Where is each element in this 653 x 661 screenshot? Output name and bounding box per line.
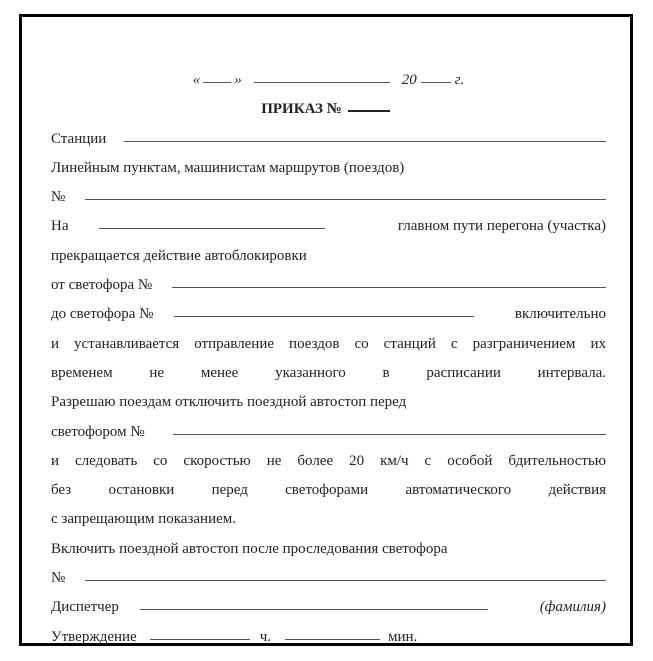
dispatch-row: и устанавливается отправление поездов со станций с разграничением их: [51, 335, 606, 352]
minutes-field[interactable]: [285, 638, 380, 640]
year-field[interactable]: [421, 81, 451, 83]
allow-label: Разрешаю поездам отключить поездной автостоп перед: [51, 394, 407, 411]
title-label: ПРИКАЗ №: [261, 101, 342, 118]
dispatcher-field[interactable]: [140, 608, 488, 610]
terminated-row: [51, 242, 606, 271]
prohibiting-row: [51, 505, 606, 534]
no-stop-row: без остановки перед светофорами автоматического действия: [51, 482, 606, 499]
order-number-field[interactable]: [348, 109, 390, 112]
dispatcher-label: Диспетчер: [51, 599, 119, 616]
to-signal-label: до светофора №: [51, 306, 154, 323]
stations-field[interactable]: [124, 140, 606, 142]
number-label: №: [51, 189, 66, 206]
number2-field[interactable]: [85, 579, 606, 581]
minutes-label: мин.: [388, 628, 418, 645]
hours-label: ч.: [259, 628, 271, 645]
year-suffix: г.: [454, 72, 465, 88]
track-row: [51, 212, 606, 241]
signal-no-label: светофором №: [51, 423, 145, 440]
to-signal-row: [51, 300, 606, 329]
line-points-row: [51, 154, 606, 183]
enable-label: Включить поездной автостоп после проследования светофора: [51, 540, 448, 557]
dispatcher-row: [51, 593, 606, 622]
from-signal-row: [51, 271, 606, 300]
on-label: На: [51, 218, 69, 235]
open-quote: «: [192, 72, 201, 88]
day-field[interactable]: [203, 81, 231, 83]
document-frame: [19, 14, 633, 646]
surname-label: (фамилия): [539, 599, 606, 616]
date-line: [51, 66, 606, 95]
close-quote: »: [234, 72, 242, 88]
number-row: [51, 183, 606, 212]
number2-label: №: [51, 570, 66, 587]
signal-no-field[interactable]: [173, 433, 606, 435]
number-field[interactable]: [85, 198, 606, 200]
to-signal-field[interactable]: [174, 315, 474, 317]
order-form: [51, 66, 606, 652]
from-signal-label: от светофора №: [51, 277, 153, 294]
track-field[interactable]: [99, 227, 325, 229]
prohibiting-label: с запрещающим показанием.: [51, 511, 236, 528]
speed-row: и следовать со скоростью не более 20 км/ч с особой бдительностью: [51, 452, 606, 469]
approval-row: [51, 623, 606, 652]
enable-row: [51, 535, 606, 564]
line-points-label: Линейным пунктам, машинистам маршрутов (поездов): [51, 159, 405, 176]
month-field[interactable]: [254, 81, 390, 83]
from-signal-field[interactable]: [172, 286, 606, 288]
inclusive-label: включительно: [514, 306, 606, 323]
number2-row: [51, 564, 606, 593]
interval-row: временем не менее указанного в расписании интервала.: [51, 364, 606, 381]
hours-field[interactable]: [150, 638, 250, 640]
year-prefix: 20: [401, 72, 417, 88]
allow-row: [51, 388, 606, 417]
page-title: [51, 95, 606, 124]
signal-no-row: [51, 418, 606, 447]
main-track-label: главном пути перегона (участка): [397, 218, 606, 235]
stations-label: Станции: [51, 130, 107, 147]
approval-label: Утверждение: [51, 628, 137, 645]
stations-row: [51, 125, 606, 154]
terminated-label: прекращается действие автоблокировки: [51, 247, 307, 264]
